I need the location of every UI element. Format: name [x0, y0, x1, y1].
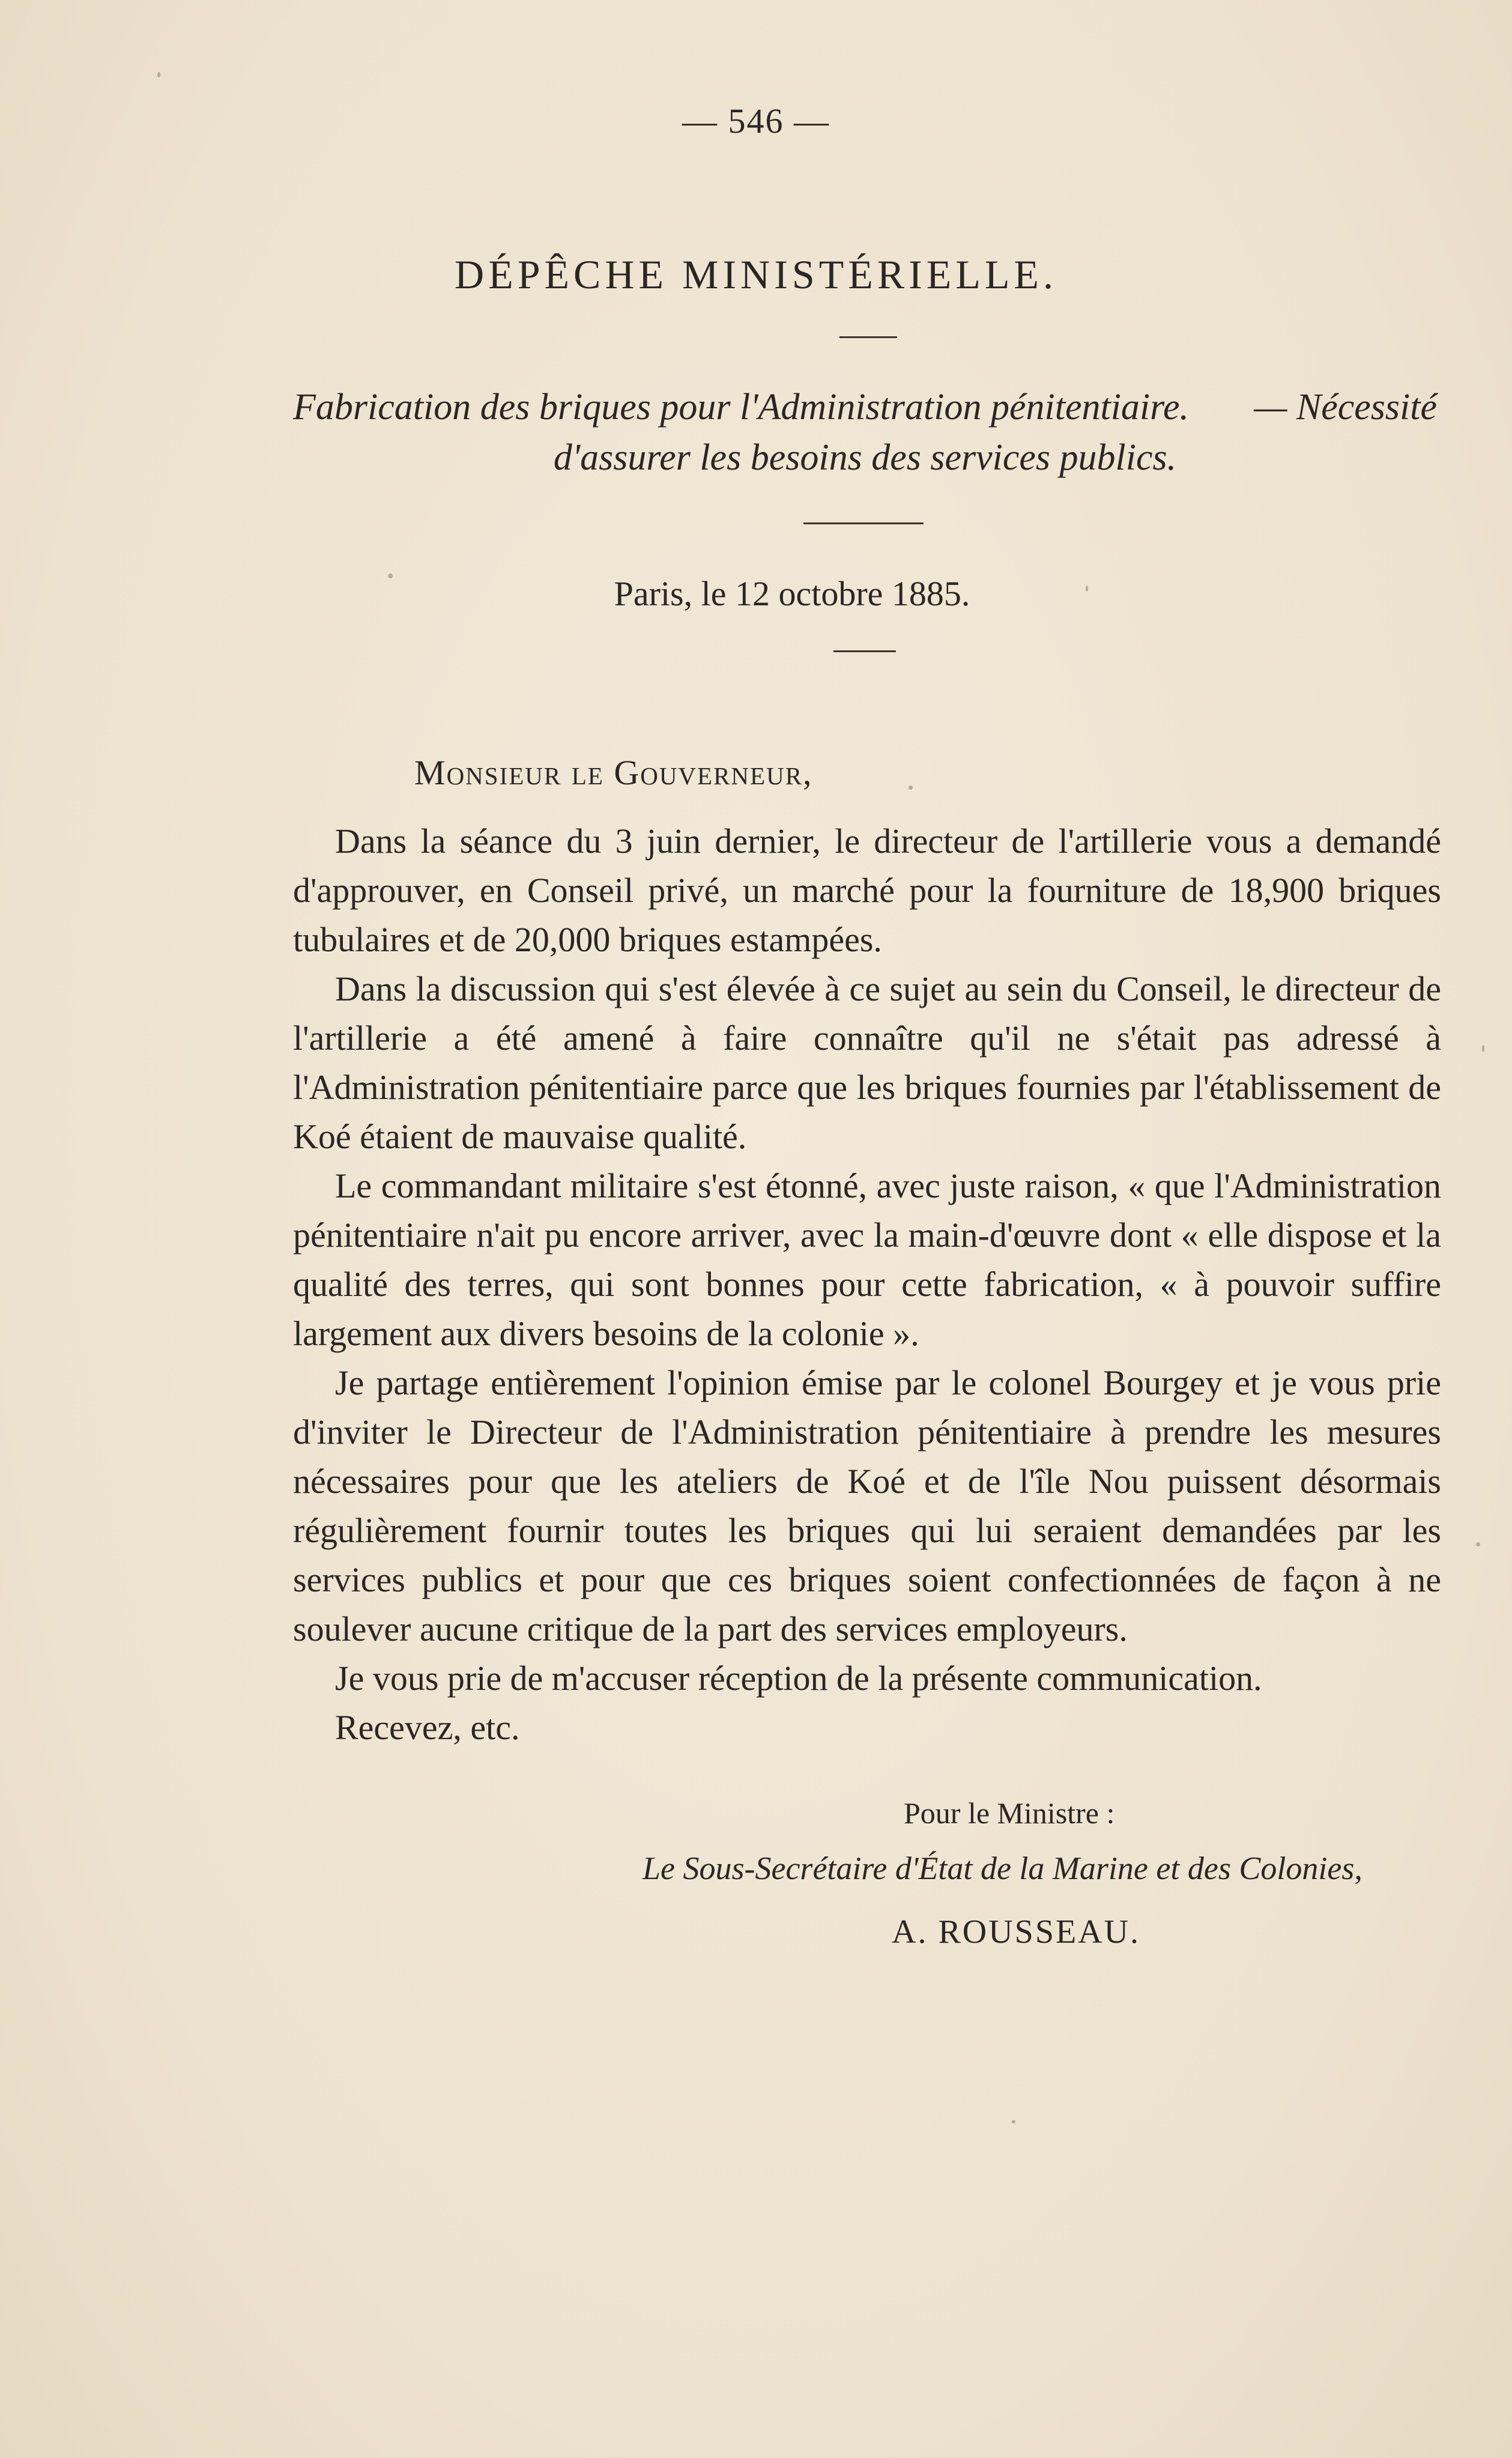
page-number: — 546 —	[682, 101, 830, 141]
signature-pour: Pour le Ministre :	[904, 1796, 1115, 1830]
paper-speck	[388, 574, 393, 578]
date-divider	[833, 650, 896, 652]
paper-speck	[1086, 586, 1088, 592]
paragraph: Je partage entièrement l'opinion émise par le colonel Bourgey et je vous prie d'inviter le Directeur de l'Administration pénitentiaire à prendre les mesures nécessaires pour que les ateliers de Koé et de l'île Nou puissent désormais régulièrement fournir toutes les briques qui lui seraient demandées par les services publics et pour que ces briques soient confectionnées de façon à ne soulever aucune critique de la part des services employeurs.	[293, 1363, 1441, 1648]
signature-name: A. ROUSSEAU.	[892, 1913, 1141, 1951]
paragraph: Recevez, etc.	[335, 1708, 520, 1747]
document-title: DÉPÊCHE MINISTÉRIELLE.	[455, 252, 1057, 297]
paper-speck	[909, 786, 913, 790]
signature-role: Le Sous-Secrétaire d'État de la Marine et des Colonies,	[643, 1850, 1362, 1886]
subject-continuation: — Nécessité	[1254, 387, 1437, 428]
paragraph: Je vous prie de m'accuser réception de la présente communication.	[335, 1659, 1262, 1698]
subject-line-2: d'assurer les besoins des services publics.	[553, 437, 1177, 478]
paragraph: Dans la séance du 3 juin dernier, le directeur de l'artillerie vous a demandé d'approuver, en Conseil privé, un marché pour la fourniture de 18,900 briques tubulaires et de 20,000 briques estampées.	[293, 822, 1441, 959]
paragraph: Dans la discussion qui s'est élevée à ce sujet au sein du Conseil, le directeur de l'artillerie a été amené à faire connaître qu'il ne s'était pas adressé à l'Administration pénitentiaire parce que les briques fournies par l'établissement de Koé étaient de mauvaise qualité.	[293, 969, 1441, 1156]
subject-divider	[803, 522, 924, 524]
paper-speck	[157, 72, 160, 77]
subject-line-1	[293, 382, 1437, 432]
paper-speck	[1476, 1542, 1480, 1546]
paper-speck	[1482, 1045, 1484, 1052]
letter-body	[293, 817, 1441, 1752]
paragraph: Le commandant militaire s'est étonné, avec juste raison, « que l'Administration pénitentiaire n'ait pu encore arriver, avec la main-d'œuvre dont « elle dispose et la qualité des terres, qui sont bonnes pour cette fabrication, « à pouvoir suffire largement aux divers besoins de la colonie ».	[293, 1166, 1441, 1353]
subject-block	[293, 382, 1437, 483]
title-divider	[839, 336, 897, 338]
salutation: Monsieur le Gouverneur,	[414, 753, 813, 792]
place-and-date: Paris, le 12 octobre 1885.	[614, 574, 970, 613]
subject-text: Fabrication des briques pour l'Administration pénitentiaire.	[293, 387, 1189, 428]
paper-speck	[1012, 2120, 1015, 2124]
